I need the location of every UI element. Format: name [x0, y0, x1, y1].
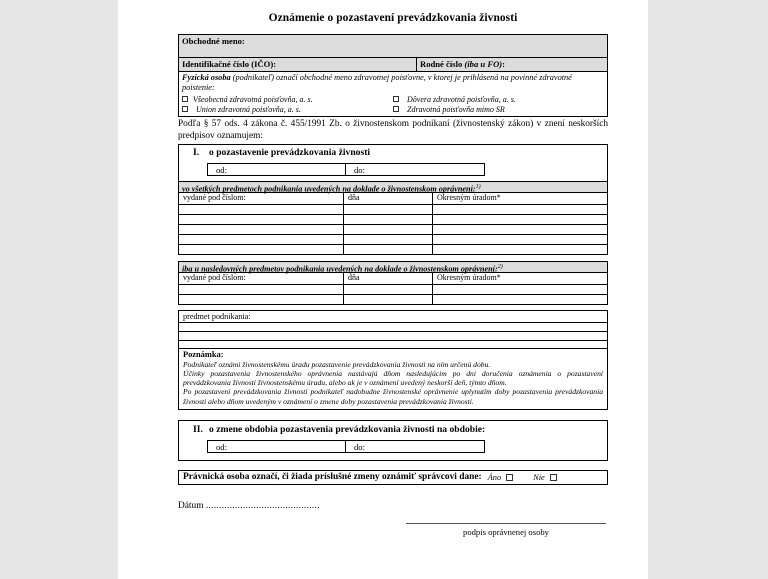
- checkbox-icon[interactable]: [182, 96, 188, 102]
- insurance-option-label: Zdravotná poisťovňa mimo SR: [407, 104, 505, 114]
- column-header-number: vydané pod číslom:: [179, 192, 344, 204]
- insurance-options-grid: [182, 94, 604, 114]
- legal-entity-no-option[interactable]: [533, 473, 557, 482]
- table-all-heading: [178, 181, 608, 192]
- note-paragraph: Po pozastavení prevádzkovania živnosti podnikateľ nadobudne živnostenské oprávnenie uplynutím doby pozastavenia prevádzkovania živnosti alebo dňom uvedeným v oznámení o zmene doby pozastavenia prevádzkovania živnosti.: [183, 387, 603, 406]
- section-one-title: [179, 147, 607, 159]
- document-page: [118, 0, 648, 579]
- section-two-to-field[interactable]: [346, 441, 484, 452]
- section-two-numeral: II.: [193, 423, 203, 435]
- table-row[interactable]: [179, 234, 608, 244]
- cell-date[interactable]: [344, 234, 433, 244]
- table-row[interactable]: [179, 224, 608, 234]
- footnote-marker: 2): [497, 263, 503, 270]
- cell-number[interactable]: [179, 234, 344, 244]
- section-two-title: [179, 424, 607, 436]
- insurance-option-label: Všeobecná zdravotná poisťovňa, a. s.: [193, 94, 313, 104]
- insurance-option-foreign[interactable]: [393, 104, 604, 114]
- column-header-date: dňa: [344, 192, 433, 204]
- no-label: Nie: [533, 472, 545, 482]
- cell-number[interactable]: [179, 284, 344, 294]
- checkbox-icon[interactable]: [550, 474, 557, 481]
- cell-office[interactable]: [433, 294, 608, 304]
- checkbox-icon[interactable]: [182, 106, 188, 112]
- cell-date[interactable]: [344, 284, 433, 294]
- note-block: [178, 349, 608, 410]
- table-all-heading-text: vo všetkých predmetoch podnikania uvedených na doklade o živnostenskom oprávnení:: [182, 184, 476, 194]
- table-header-row: [179, 272, 608, 284]
- cell-office[interactable]: [433, 234, 608, 244]
- table-some-heading-text: iba u nasledovných predmetov podnikania uvedených na doklade o živnostenskom oprávnení:: [182, 264, 498, 274]
- section-one-from-field[interactable]: [208, 164, 346, 175]
- cell-date[interactable]: [344, 294, 433, 304]
- identification-block: [178, 34, 608, 72]
- cell-number[interactable]: [179, 204, 344, 214]
- cell-date[interactable]: [344, 224, 433, 234]
- business-name-label: Obchodné meno:: [182, 36, 245, 46]
- ico-label: Identifikačné číslo (IČO):: [182, 59, 277, 69]
- signature-caption: podpis oprávnenej osoby: [463, 526, 549, 537]
- signature-area: [406, 523, 606, 538]
- cell-number[interactable]: [179, 244, 344, 254]
- insurance-instruction-rest: (podnikateľ) označí obchodné meno zdravotnej poisťovne, v ktorej je prihlásená na povinné zdravotné poistenie:: [182, 73, 572, 93]
- cell-office[interactable]: [433, 244, 608, 254]
- column-header-number: vydané pod číslom:: [179, 272, 344, 284]
- to-label: do:: [354, 441, 365, 452]
- cell-office[interactable]: [433, 224, 608, 234]
- birth-number-label: Rodné číslo: [420, 59, 463, 69]
- section-one: [178, 144, 608, 181]
- cell-office[interactable]: [433, 204, 608, 214]
- checkbox-icon[interactable]: [393, 96, 399, 102]
- insurance-instruction: [182, 73, 604, 93]
- from-label: od:: [216, 441, 227, 452]
- section-one-numeral: I.: [193, 146, 200, 158]
- insurance-option-dovera[interactable]: [393, 94, 604, 104]
- health-insurance-block: [178, 72, 608, 117]
- table-row[interactable]: [179, 284, 608, 294]
- column-header-office: Okresným úradom*: [433, 192, 608, 204]
- insurance-column-left: [182, 94, 393, 114]
- date-label: Dátum: [178, 500, 204, 511]
- note-paragraph: Podnikateľ oznámi živnostenskému úradu pozastavenie prevádzkovania živnosti na ním určenú dobu.: [183, 359, 491, 369]
- section-one-date-range: [207, 163, 485, 176]
- date-dotted-line: ...........................................: [205, 499, 320, 510]
- cell-number[interactable]: [179, 224, 344, 234]
- cell-office[interactable]: [433, 284, 608, 294]
- signature-line: [406, 523, 606, 525]
- cell-date[interactable]: [344, 214, 433, 224]
- subject-of-business-label: predmet podnikania:: [178, 310, 608, 322]
- footnote-marker: 1): [475, 183, 481, 190]
- column-header-date: dňa: [344, 272, 433, 284]
- cell-number[interactable]: [179, 214, 344, 224]
- table-some-subjects: [178, 272, 608, 305]
- section-one-to-field[interactable]: [346, 164, 484, 175]
- note-title: Poznámka:: [183, 349, 224, 359]
- subject-of-business-row[interactable]: [178, 322, 608, 331]
- from-label: od:: [216, 164, 227, 175]
- table-all-subjects: [178, 192, 608, 255]
- subject-of-business-row[interactable]: [178, 331, 608, 340]
- section-one-title-text: o pozastavenie prevádzkovania živnosti: [209, 146, 371, 158]
- section-two: [178, 420, 608, 461]
- date-field[interactable]: [178, 499, 608, 512]
- cell-office[interactable]: [433, 214, 608, 224]
- subject-of-business-row[interactable]: [178, 340, 608, 349]
- table-row[interactable]: [179, 244, 608, 254]
- legal-entity-row: [178, 470, 608, 485]
- table-some-heading: [178, 261, 608, 272]
- ico-field[interactable]: [179, 58, 417, 71]
- insurance-column-right: [393, 94, 604, 114]
- cell-number[interactable]: [179, 294, 344, 304]
- legal-entity-label: Právnická osoba označí, či žiada príslušné zmeny oznámiť správcovi dane:: [183, 472, 482, 483]
- table-header-row: [179, 192, 608, 204]
- insurance-option-label: Union zdravotná poisťovňa, a. s.: [196, 104, 301, 114]
- ico-rodne-row: [179, 58, 607, 72]
- birth-number-colon: :: [502, 59, 506, 69]
- form-sheet: [178, 6, 608, 549]
- cell-date[interactable]: [344, 244, 433, 254]
- table-row[interactable]: [179, 204, 608, 214]
- business-name-field[interactable]: [179, 35, 607, 58]
- checkbox-icon[interactable]: [393, 106, 399, 112]
- legal-reference-paragraph: Podľa § 57 ods. 4 zákona č. 455/1991 Zb. o živnostenskom podnikaní (živnostenský zákon) v znení neskorších predpisov oznamujem:: [178, 119, 608, 141]
- birth-number-note: (iba u FO): [464, 59, 503, 69]
- page-title: Oznámenie o pozastavení prevádzkovania živnosti: [268, 12, 518, 24]
- note-paragraph: Účinky pozastavenia živnostenského oprávnenia nastávajú dňom nasledujúcim po dni doručenia oznámenia o pozastavení prevádzkovania živnosti živnostenskému úradu, alebo ak je v oznámení uvedený neskorší deň, týmto dňom.: [183, 369, 603, 388]
- insurance-option-vszp[interactable]: [182, 94, 393, 104]
- yes-label: Áno: [487, 472, 502, 482]
- table-row[interactable]: [179, 294, 608, 304]
- column-header-office: Okresným úradom*: [433, 272, 608, 284]
- checkbox-icon[interactable]: [506, 474, 513, 481]
- cell-date[interactable]: [344, 204, 433, 214]
- form-footer: [178, 499, 608, 549]
- insurance-option-label: Dôvera zdravotná poisťovňa, a. s.: [407, 94, 516, 104]
- insurance-instruction-bold: Fyzická osoba: [182, 73, 231, 82]
- birth-number-field[interactable]: [417, 58, 607, 71]
- legal-entity-yes-option[interactable]: [488, 473, 514, 482]
- section-two-date-range: [207, 440, 485, 453]
- section-two-from-field[interactable]: [208, 441, 346, 452]
- table-row[interactable]: [179, 214, 608, 224]
- to-label: do:: [354, 164, 365, 175]
- section-two-title-text: o zmene obdobia pozastavenia prevádzkovania živnosti na obdobie:: [209, 423, 486, 435]
- insurance-option-union[interactable]: [182, 104, 393, 114]
